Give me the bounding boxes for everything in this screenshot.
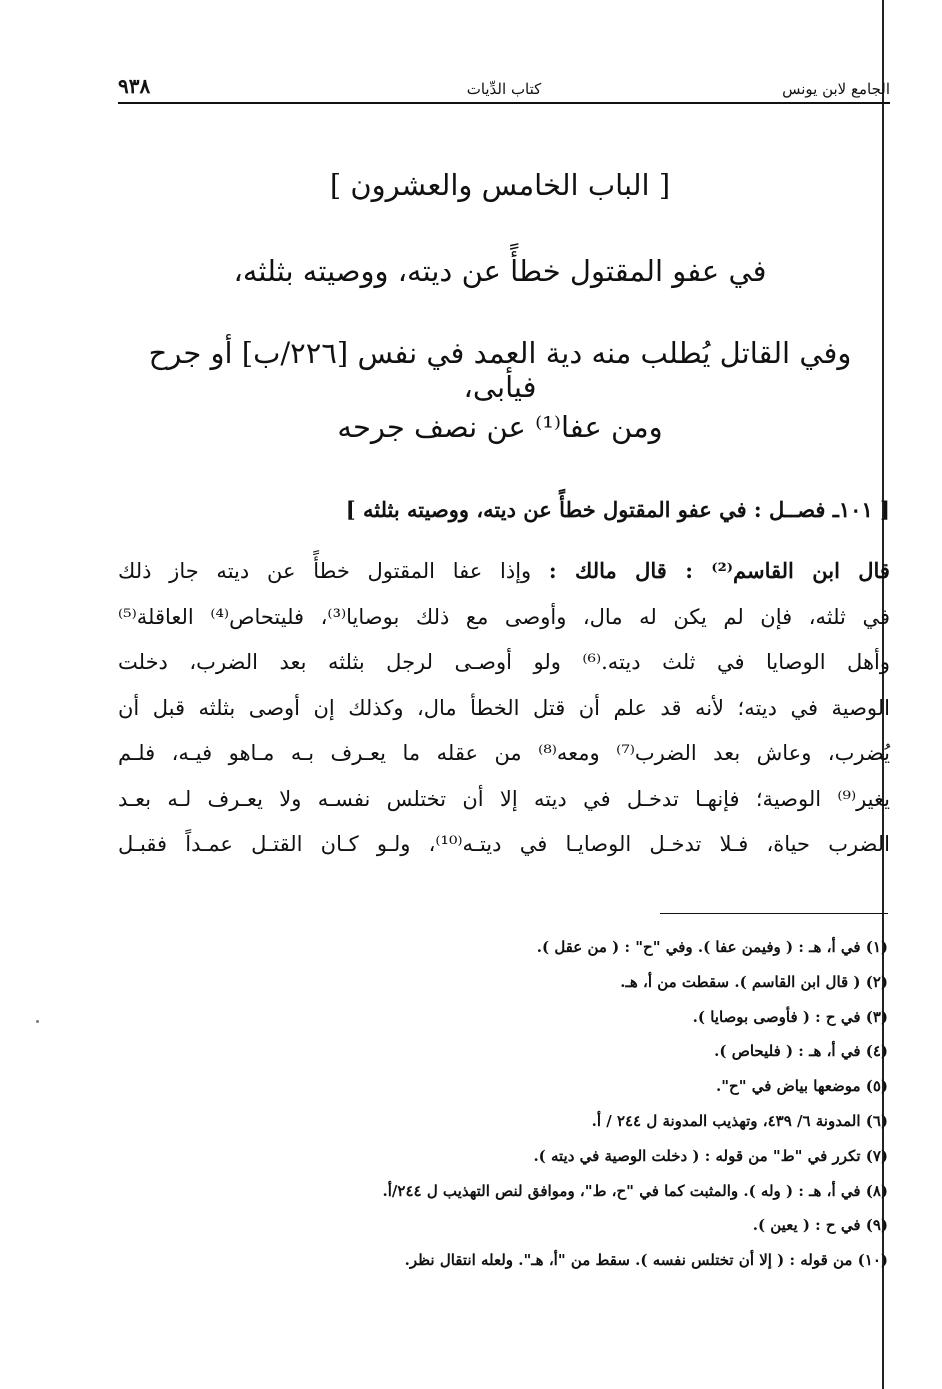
chapter-title: كتاب الدِّيات xyxy=(466,80,542,98)
body-line-6: يغير⁽⁹⁾ الوصية؛ فإنهـا تدخـل في ديته إلا أن تختلس نفسـه ولا يعـرف لـه بعـد xyxy=(118,786,890,811)
book-title: الجامع لابن يونس xyxy=(782,80,890,98)
body-line-1-text: وإذا عفا المقتول خطأً عن ديته جاز ذلك xyxy=(118,559,549,583)
footnote-5: (٥) موضعها بياض في "ح". xyxy=(715,1077,888,1096)
header-rule xyxy=(118,102,890,104)
body-line-1 xyxy=(118,548,890,595)
chapter-title-line-2: وفي القاتل يُطلب منه دية العمد في نفس [٢٢٦/ب] أو جرح فيأبى، xyxy=(148,336,852,404)
body-line-1-bold: قال ابن القاسم⁽²⁾ : قال مالك : xyxy=(548,558,890,583)
footnote-1: (١) في أ، هـ : ( وفيمن عفا ). وفي "ح" : ( من عقل ). xyxy=(536,938,888,956)
footnote-3: (٣) في ح : ( فأوصى بوصايا ). xyxy=(692,1007,888,1026)
footnote-10: (١٠) من قوله : ( إلا أن تختلس نفسه ). سقط من "أ، هـ". ولعله انتقال نظر. xyxy=(404,1251,888,1270)
footnote-2: (٢) ( قال ابن القاسم ). سقطت من أ، هـ. xyxy=(620,972,888,991)
footnotes xyxy=(220,930,888,1278)
scan-speck xyxy=(36,1020,39,1023)
footnote-separator xyxy=(660,913,888,914)
body-line-3: وأهل الوصايا في ثلث ديته.⁽⁶⁾ ولو أوصـى لرجل بثلثه بعد الضرب، دخلت xyxy=(118,650,891,674)
page-number: ٩٣٨ xyxy=(118,74,151,98)
body-paragraph xyxy=(118,548,890,868)
footnote-4: (٤) في أ، هـ : ( فليحاص ). xyxy=(714,1042,888,1061)
body-line-4: الوصية في ديته؛ لأنه قد علم أن قتل الخطأ مال، وكذلك إن أوصى بثلثه قبل أن xyxy=(118,695,890,720)
section-heading: [ ١٠١ـ فصــل : في عفو المقتول خطأً عن ديته، ووصيته بثلثه ] xyxy=(345,497,890,522)
body-line-7: الضرب حياة، فـلا تدخـل الوصايـا في ديتـه⁽¹⁰⁾، ولـو كـان القتـل عمـداً فقبـل xyxy=(118,832,890,856)
chapter-title-line-3: ومن عفا⁽¹⁾ عن نصف جرحه xyxy=(337,410,663,444)
body-line-5: يُضرب، وعاش بعد الضرب⁽⁷⁾ ومعه⁽⁸⁾ من عقله ما يعـرف بـه مـاهو فيـه، فلـم xyxy=(118,741,890,765)
body-line-2: في ثلثه، فإن لم يكن له مال، وأوصى مع ذلك بوصايا⁽³⁾، فليتحاص⁽⁴⁾ العاقلة⁽⁵⁾ xyxy=(118,604,890,629)
running-header xyxy=(118,74,890,104)
footnote-8: (٨) في أ، هـ : ( وله ). والمثبت كما في "ح، ط"، وموافق لنص التهذيب ل ٢٤٤/أ. xyxy=(382,1181,888,1200)
chapter-title-line-1: في عفو المقتول خطأً عن ديته، ووصيته بثلثه، xyxy=(233,254,767,288)
footnote-7: (٧) تكرر في "ط" من قوله : ( دخلت الوصية في ديته ). xyxy=(533,1146,888,1165)
footnote-9: (٩) في ح : ( يعين ). xyxy=(752,1216,888,1235)
chapter-heading: [ الباب الخامس والعشرون ] xyxy=(329,168,671,202)
footnote-6: (٦) المدونة ٦/ ٤٣٩، وتهذيب المدونة ل ٢٤٤ / أ. xyxy=(591,1111,888,1130)
